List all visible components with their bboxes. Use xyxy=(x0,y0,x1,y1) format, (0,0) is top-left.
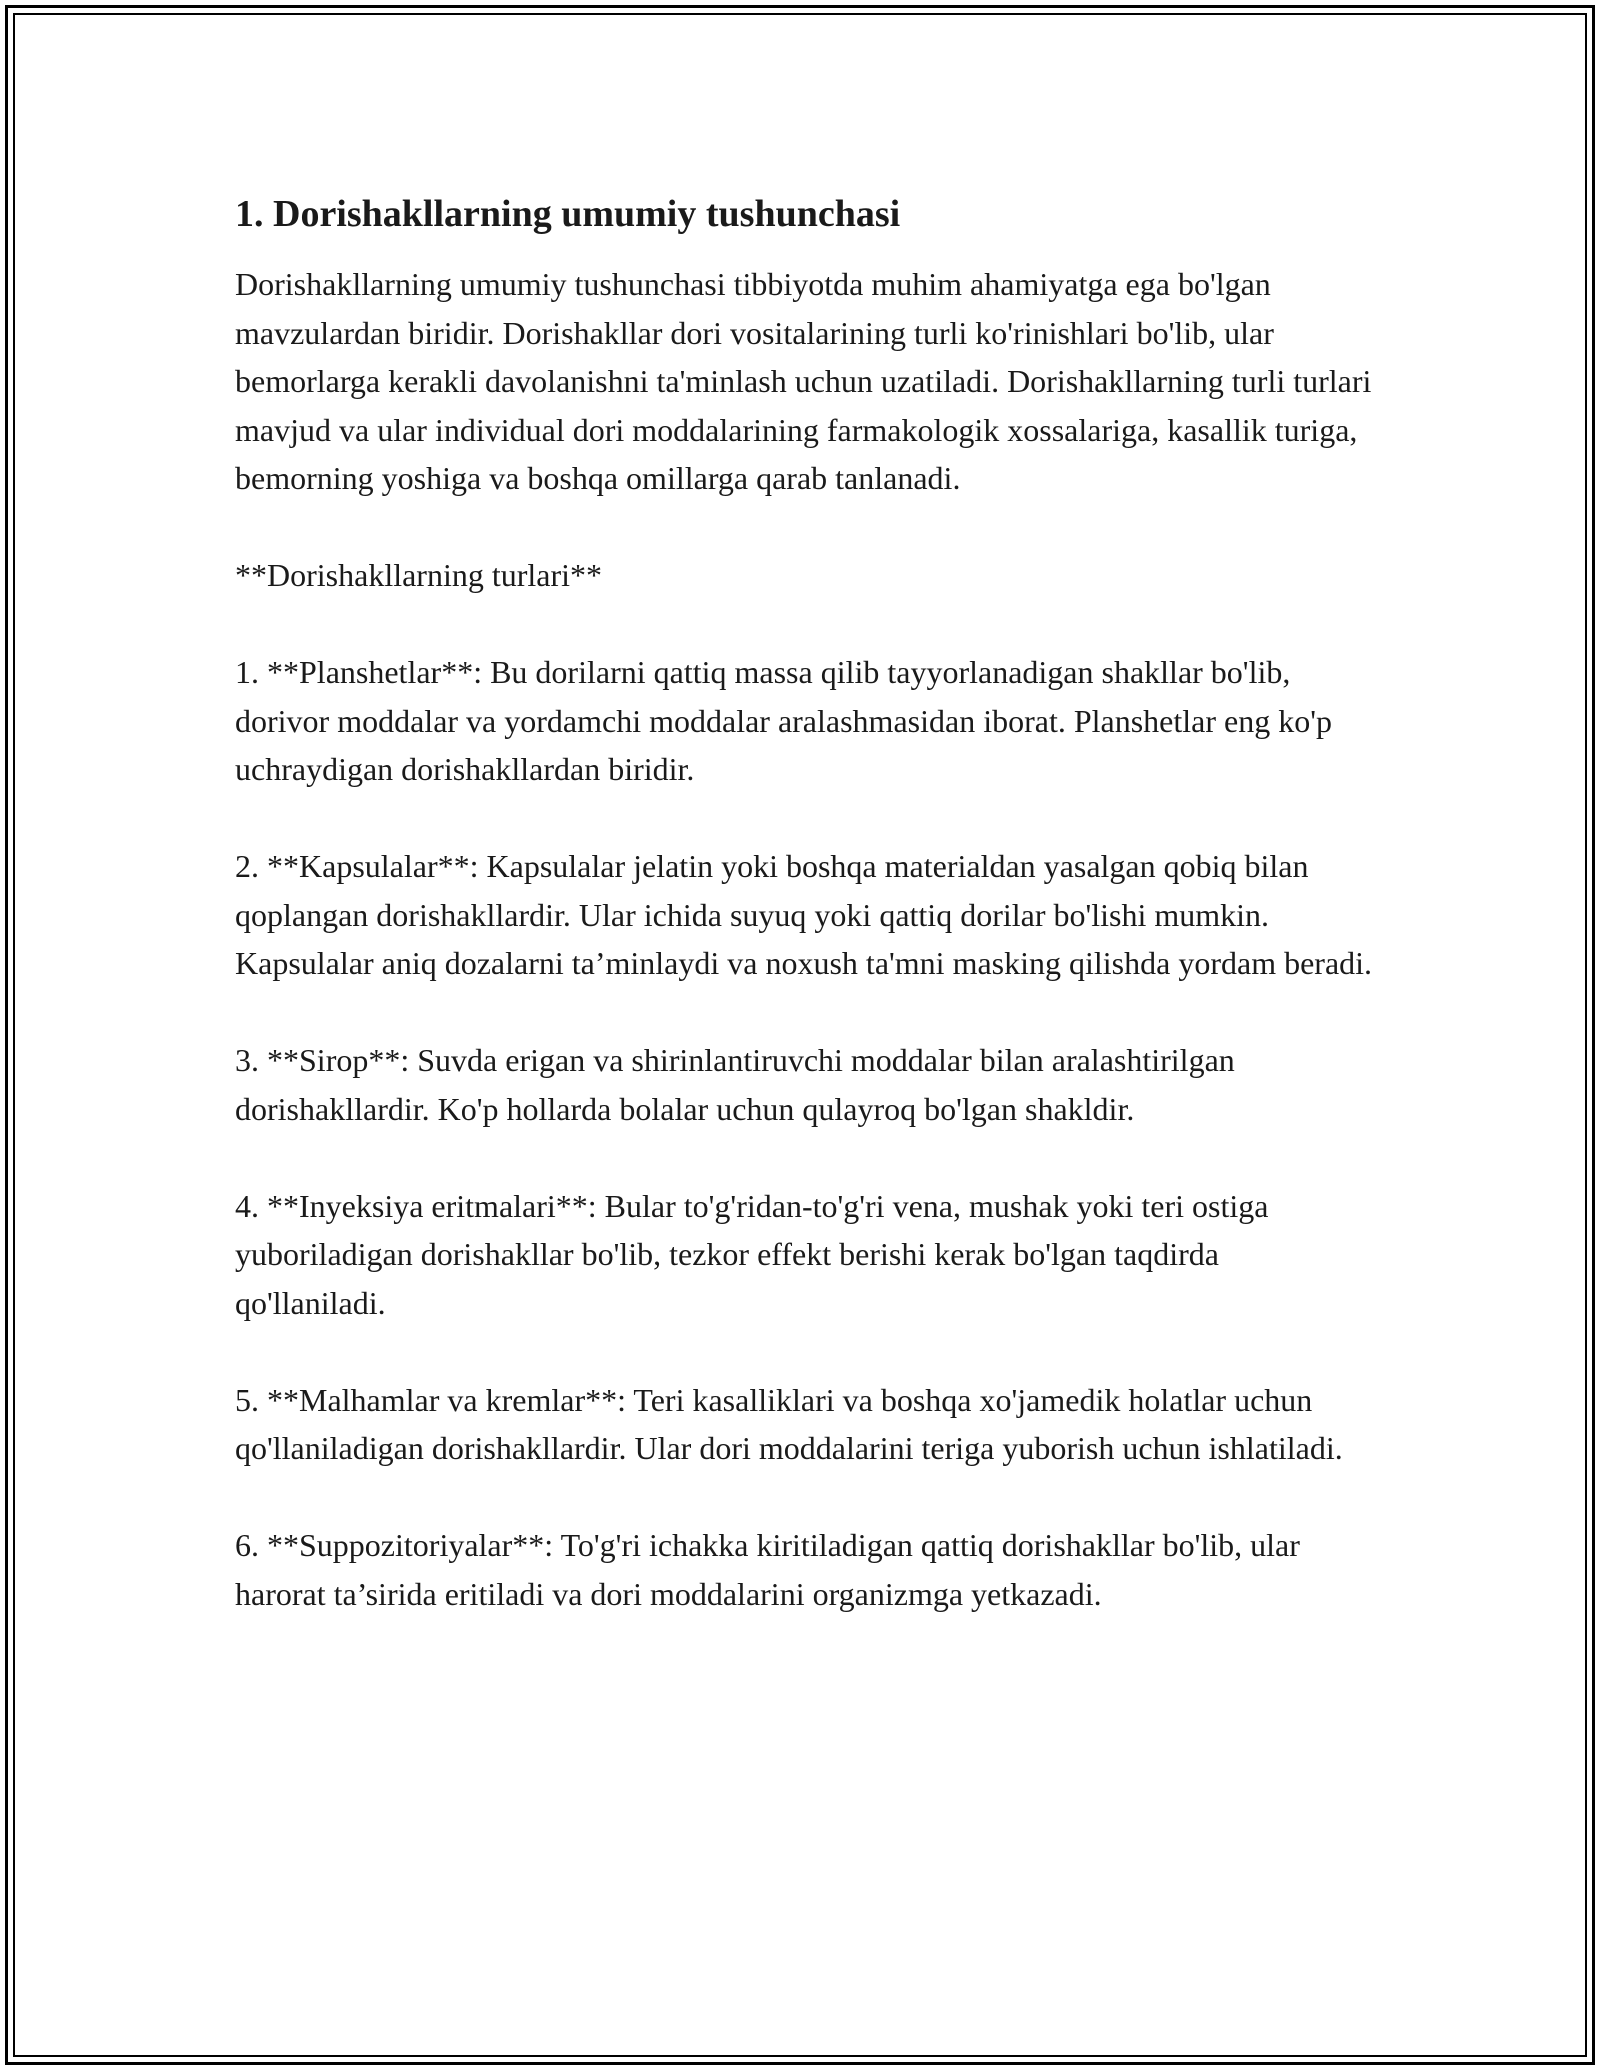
list-item-suppozitoriyalar: 6. **Suppozitoriyalar**: To'g'ri ichakka kiritiladigan qattiq dorishakllar bo'lib, ular harorat ta’sirida eritiladi va dori moddalarini organizmga yetkazadi. xyxy=(235,1527,1300,1612)
paragraph-gap xyxy=(235,988,1375,1037)
document-title: 1. Dorishakllarning umumiy tushunchasi xyxy=(235,193,901,235)
paragraph-gap xyxy=(235,1473,1375,1522)
list-item-kapsulalar: 2. **Kapsulalar**: Kapsulalar jelatin yoki boshqa materialdan yasalgan qobiq bilan qoplangan dorishakllardir. Ular ichida suyuq yoki qattiq dorilar bo'lishi mumkin. Kapsulalar aniq dozalarni ta’minlaydi va noxush ta'mni masking qilishda yordam beradi. xyxy=(235,848,1373,981)
paragraph-gap xyxy=(235,794,1375,843)
paragraph-gap xyxy=(235,600,1375,649)
document-body xyxy=(235,188,1375,1618)
list-item-planshetlar: 1. **Planshetlar**: Bu dorilarni qattiq massa qilib tayyorlanadigan shakllar bo'lib, dorivor moddalar va yordamchi moddalar aralashmasidan iborat. Planshetlar eng ko'p uchraydigan dorishakllardan biridir. xyxy=(235,654,1332,787)
list-item-inyeksiya: 4. **Inyeksiya eritmalari**: Bular to'g'ridan-to'g'ri vena, mushak yoki teri ostiga yuboriladigan dorishakllar bo'lib, tezkor effekt berishi kerak bo'lgan taqdirda qo'llaniladi. xyxy=(235,1187,1269,1321)
list-item-malhamlar: 5. **Malhamlar va kremlar**: Teri kasalliklari va boshqa xo'jamedik holatlar uchun qo'llaniladigan dorishakllardir. Ular dori moddalarini teriga yuborish uchun ishlatiladi. xyxy=(235,1381,1343,1466)
intro-paragraph: Dorishakllarning umumiy tushunchasi tibbiyotda muhim ahamiyatga ega bo'lgan mavzulardan biridir. Dorishakllar dori vositalarining turli ko'rinishlari bo'lib, ular bemorlarga kerakli davolanishni ta'minlash uchun uzatiladi. Dorishakllarning turli turlari mavjud va ular individual dori moddalarining farmakologik xossalariga, kasallik turiga, bemorning yoshiga va boshqa omillarga qarab tanlanadi. xyxy=(235,266,1372,496)
paragraph-gap xyxy=(235,503,1375,552)
section-heading: **Dorishakllarning turlari** xyxy=(235,557,603,593)
list-item-sirop: 3. **Sirop**: Suvda erigan va shirinlantiruvchi moddalar bilan aralashtirilgan dorishakllardir. Ko'p hollarda bolalar uchun qulayroq bo'lgan shakldir. xyxy=(235,1042,1235,1127)
paragraph-gap xyxy=(235,1327,1375,1376)
paragraph-gap xyxy=(235,1133,1375,1182)
